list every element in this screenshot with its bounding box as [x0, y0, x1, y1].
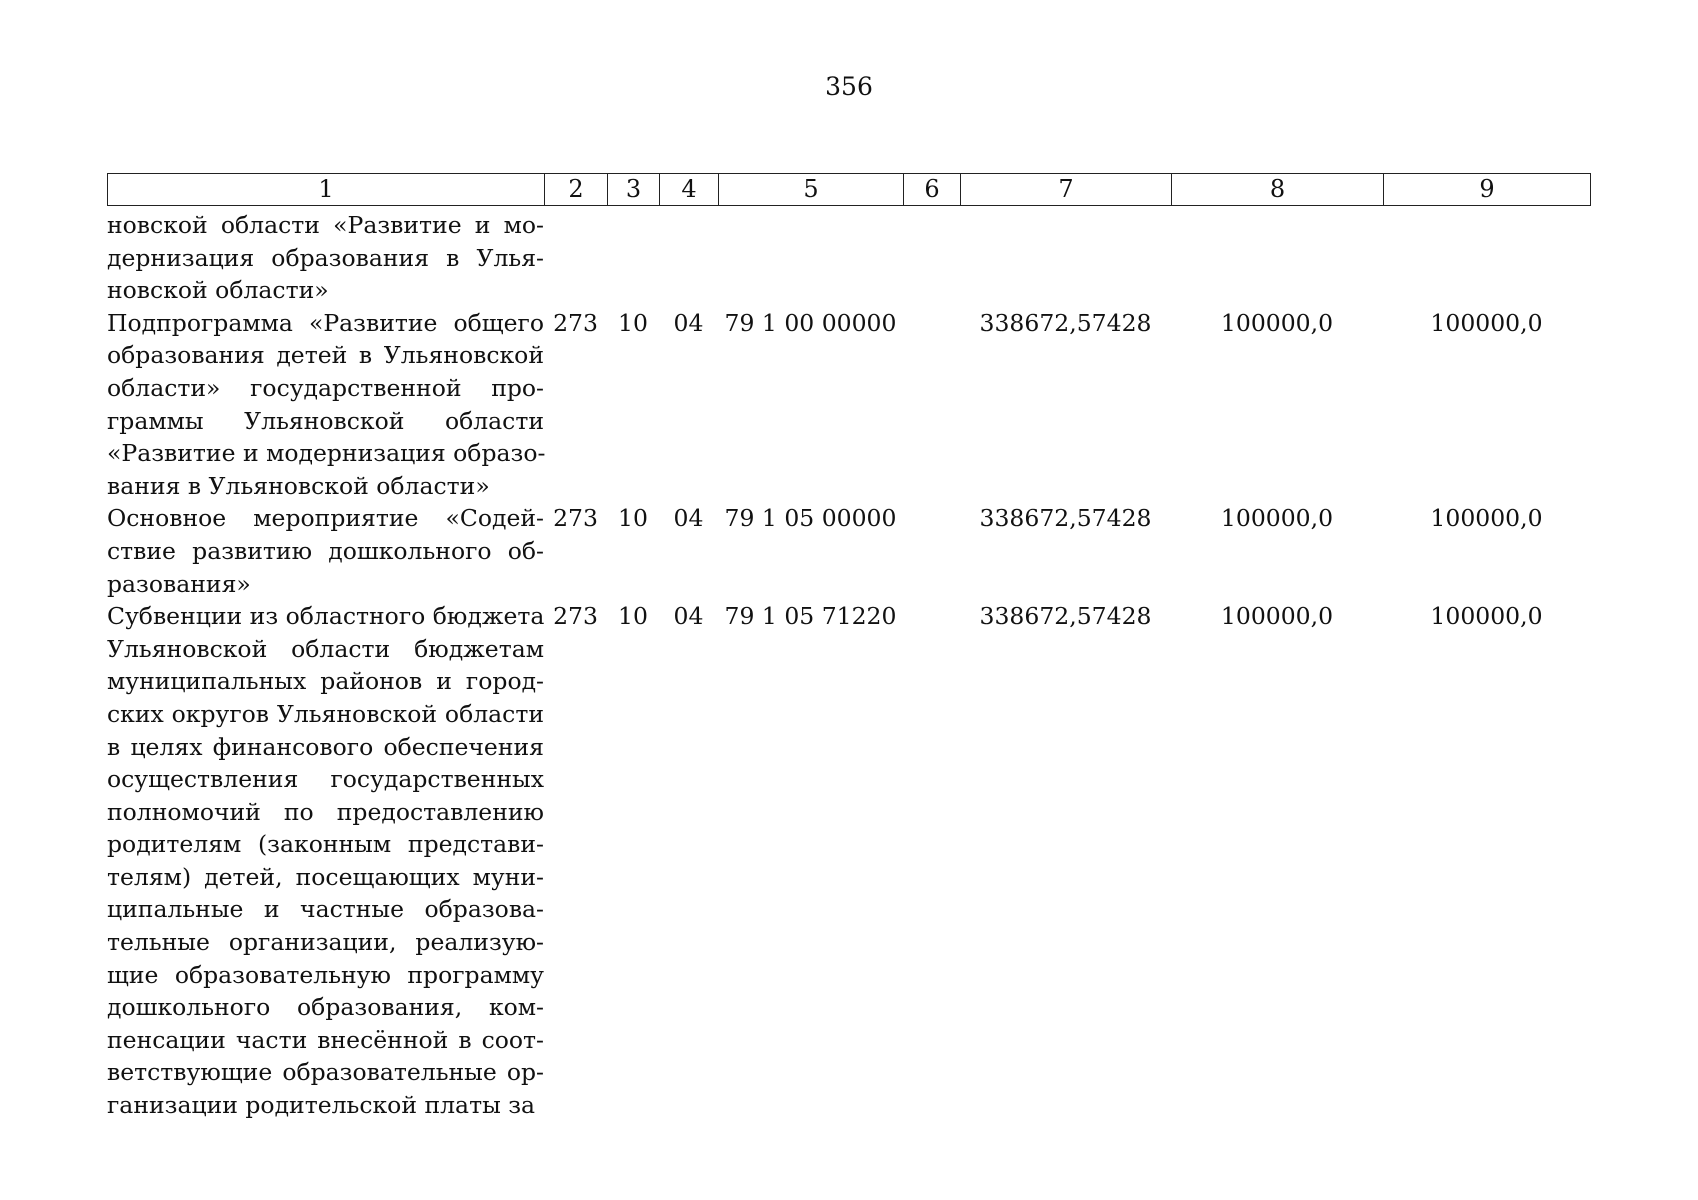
cell-c4: 04	[673, 308, 704, 337]
cell-c3: 10	[618, 504, 648, 533]
cell-c8: 100000,0	[1220, 504, 1334, 533]
column-header-4: 4	[660, 174, 719, 206]
column-header-2: 2	[545, 174, 608, 206]
description-line: тельные организации, реализую-	[107, 928, 544, 957]
description-line: новской области»	[107, 276, 329, 305]
description-line: осуществления государственных	[107, 765, 544, 794]
cell-c2: 273	[553, 602, 598, 631]
description-line: ствие развитию дошкольного об-	[107, 536, 544, 565]
cell-c4: 04	[673, 504, 704, 533]
cell-c3	[607, 209, 659, 307]
description-line: области» государственной про-	[107, 373, 544, 402]
row-description	[107, 307, 544, 503]
cell-c2: 273	[553, 308, 598, 337]
description-line: ганизации родительской платы за	[107, 1091, 536, 1120]
cell-c3: 10	[618, 602, 648, 631]
cell-c7: 338672,57428	[979, 504, 1152, 533]
cell-c7: 338672,57428	[979, 602, 1152, 631]
description-line: щие образовательную программу	[107, 960, 544, 989]
cell-c8	[1171, 209, 1383, 307]
description-line: ципальные и частные образова-	[107, 895, 544, 924]
description-line: вания в Ульяновской области»	[107, 471, 490, 500]
table-row	[107, 600, 1590, 1122]
row-description	[107, 209, 544, 307]
row-description	[107, 600, 544, 1122]
description-line: Основное мероприятие «Содей-	[107, 504, 544, 533]
column-header-8: 8	[1172, 174, 1384, 206]
description-line: образования детей в Ульяновской	[107, 341, 544, 370]
cell-c6	[903, 502, 960, 600]
cell-c8: 100000,0	[1220, 602, 1334, 631]
description-line: пенсации части внесённой в соот-	[107, 1025, 544, 1054]
cell-c9	[1383, 209, 1590, 307]
column-header-9: 9	[1384, 174, 1591, 206]
cell-c2	[544, 209, 607, 307]
description-line: разования»	[107, 569, 251, 598]
cell-c5: 79 1 05 71220	[724, 602, 897, 631]
table-header	[107, 173, 1591, 206]
column-header-5: 5	[719, 174, 904, 206]
description-line: муниципальных районов и город-	[107, 667, 544, 696]
cell-c4	[659, 209, 718, 307]
table-row	[107, 502, 1590, 600]
description-line: Ульяновской области бюджетам	[107, 634, 544, 663]
cell-c5	[718, 209, 903, 307]
table-row	[107, 307, 1590, 503]
cell-c3: 10	[618, 308, 648, 337]
description-line: Подпрограмма «Развитие общего	[107, 308, 544, 337]
column-header-1: 1	[108, 174, 545, 206]
column-header-3: 3	[608, 174, 660, 206]
cell-c5: 79 1 00 00000	[724, 308, 897, 337]
description-line: ских округов Ульяновской области	[107, 699, 544, 728]
description-line: родителям (законным представи-	[107, 830, 544, 859]
description-line: в целях финансового обеспечения	[107, 732, 544, 761]
description-line: граммы Ульяновской области	[107, 406, 544, 435]
cell-c9: 100000,0	[1430, 504, 1543, 533]
table-row	[107, 209, 1590, 307]
description-line: «Развитие и модернизация образо-	[107, 439, 546, 468]
cell-c7	[960, 209, 1171, 307]
description-line: новской области «Развитие и мо-	[107, 211, 544, 239]
description-line: полномочий по предоставлению	[107, 797, 544, 826]
cell-c7: 338672,57428	[979, 308, 1152, 337]
cell-c5: 79 1 05 00000	[724, 504, 897, 533]
description-line: дернизация образования в Улья-	[107, 243, 544, 272]
column-header-7: 7	[961, 174, 1172, 206]
table-body	[107, 209, 1590, 1122]
cell-c9: 100000,0	[1430, 602, 1543, 631]
cell-c2: 273	[553, 504, 598, 533]
cell-c6	[903, 600, 960, 1122]
cell-c4: 04	[673, 602, 704, 631]
description-line: Субвенции из областного бюджета	[107, 602, 545, 631]
page-number: 356	[825, 72, 873, 101]
cell-c6	[903, 209, 960, 307]
cell-c8: 100000,0	[1220, 308, 1334, 337]
column-header-6: 6	[904, 174, 961, 206]
cell-c9: 100000,0	[1430, 308, 1543, 337]
description-line: телям) детей, посещающих муни-	[107, 862, 544, 891]
row-description	[107, 502, 544, 600]
description-line: дошкольного образования, ком-	[107, 993, 544, 1022]
description-line: ветствующие образовательные ор-	[107, 1058, 544, 1087]
cell-c6	[903, 307, 960, 503]
